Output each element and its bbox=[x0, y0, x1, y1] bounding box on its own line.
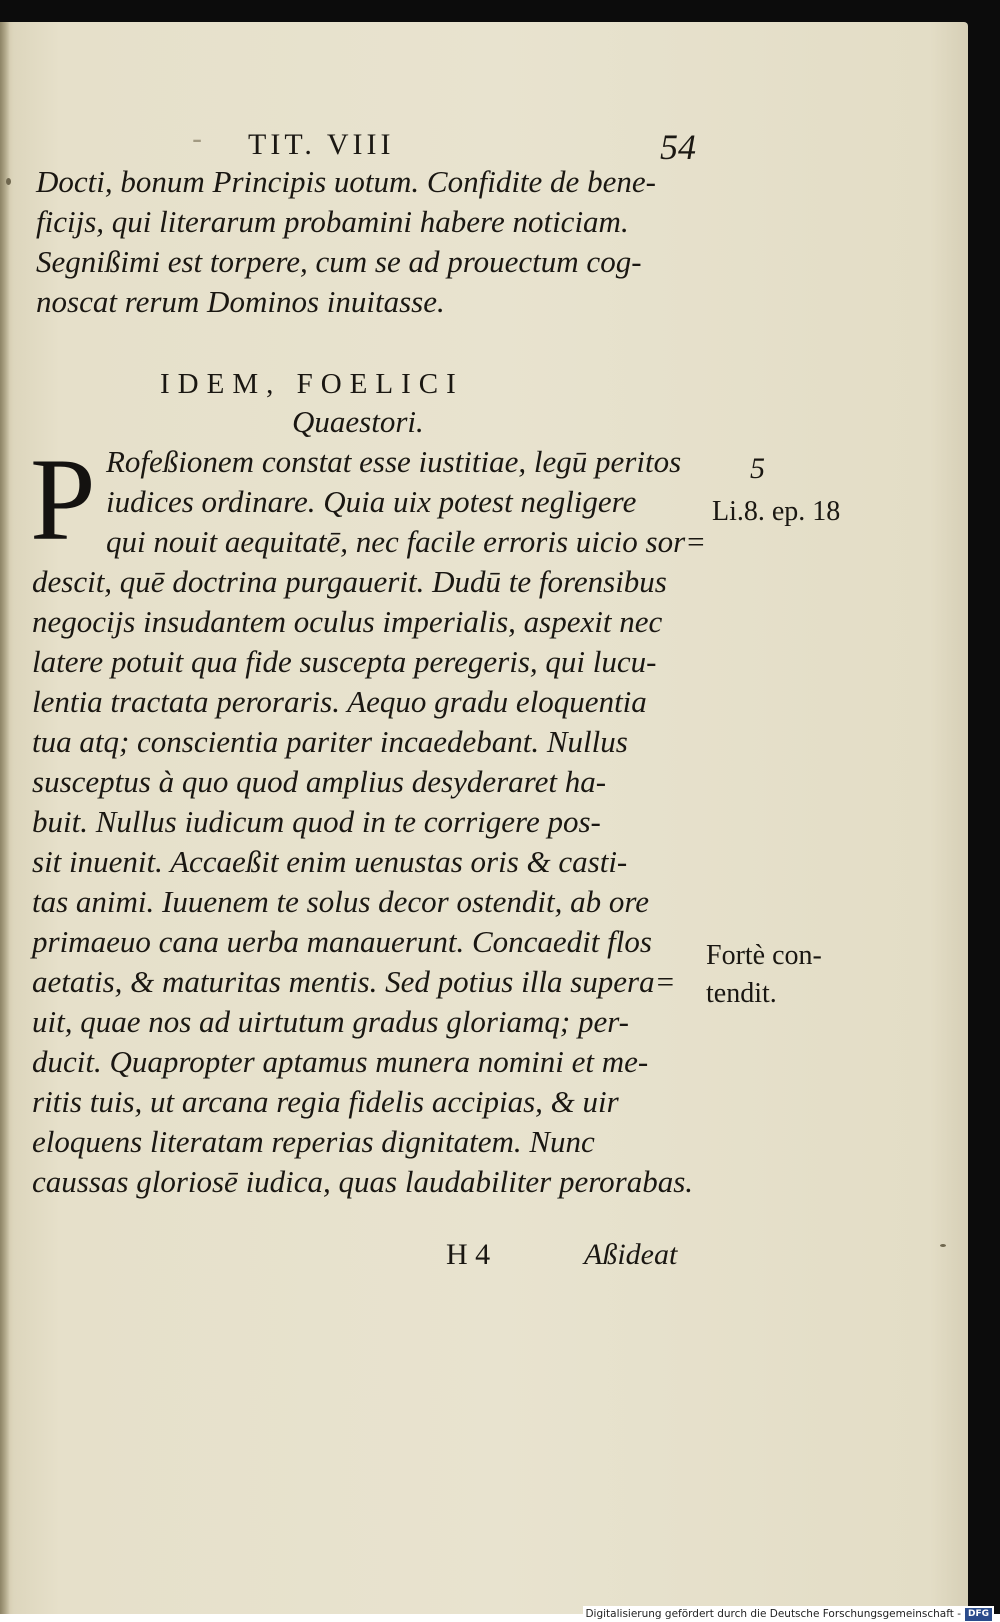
text-line: primaeuo cana uerba manauerunt. Concaedit flos bbox=[32, 924, 652, 959]
margin-note-forte: Fortè con- bbox=[706, 940, 822, 971]
margin-note-number: 5 bbox=[750, 452, 765, 485]
text-line: Docti, bonum Principis uotum. Confidite de bene- bbox=[36, 164, 656, 199]
page-speck bbox=[6, 178, 11, 185]
text-line: descit, quē doctrina purgauerit. Dudū te forensibus bbox=[32, 564, 667, 599]
letter-heading: IDEM, FOELICI bbox=[160, 368, 464, 400]
margin-reference: Li.8. ep. 18 bbox=[712, 496, 841, 527]
spine-shadow bbox=[0, 22, 10, 1614]
signature-mark: H 4 bbox=[446, 1238, 491, 1271]
text-line: aetatis, & maturitas mentis. Sed potius illa supera= bbox=[32, 964, 676, 999]
margin-note-tendit: tendit. bbox=[706, 978, 777, 1009]
text-line: eloquens literatam reperias dignitatem. Nunc bbox=[32, 1124, 595, 1159]
dfg-logo: DFG bbox=[965, 1608, 992, 1621]
header-dash: - bbox=[192, 122, 203, 157]
text-line: ficijs, qui literarum probamini habere noticiam. bbox=[36, 204, 629, 239]
page-number: 54 bbox=[660, 127, 696, 167]
text-line: noscat rerum Dominos inuitasse. bbox=[36, 284, 445, 319]
text-line: susceptus à quo quod amplius desyderaret ha- bbox=[32, 764, 607, 799]
text-line: Segnißimi est torpere, cum se ad prouectum cog- bbox=[36, 244, 642, 279]
text-line: ducit. Quapropter aptamus munera nomini et me- bbox=[32, 1044, 649, 1079]
text-line: Rofeßionem constat esse iustitiae, legū peritos bbox=[106, 444, 682, 479]
drop-capital: P bbox=[30, 434, 96, 565]
running-head-title: TIT. VIII bbox=[248, 128, 395, 161]
text-line: iudices ordinare. Quia uix potest negligere bbox=[106, 484, 637, 519]
text-line: buit. Nullus iudicum quod in te corrigere pos- bbox=[32, 804, 601, 839]
letter-subheading: Quaestori. bbox=[292, 404, 424, 439]
text-line: uit, quae nos ad uirtutum gradus gloriamq; per- bbox=[32, 1004, 629, 1039]
credit-text: Digitalisierung gefördert durch die Deutsche Forschungsgemeinschaft - bbox=[585, 1608, 961, 1620]
text-line: qui nouit aequitatē, nec facile erroris uicio sor= bbox=[106, 524, 707, 559]
text-line: latere potuit qua fide susceptа peregeris, qui lucu- bbox=[32, 644, 657, 679]
text-line: tas animi. Iuuenem te solus decor ostendit, ab ore bbox=[32, 884, 650, 919]
text-line: lentia tractata peroraris. Aequo gradu eloquentia bbox=[32, 684, 647, 719]
text-line: tua atq; conscientia pariter incaedebant. Nullus bbox=[32, 724, 628, 759]
digitization-credit bbox=[583, 1606, 994, 1622]
text-line: sit inuenit. Accaeßit enim uenustas oris & casti- bbox=[32, 844, 628, 879]
text-line: negocijs insudantem oculus imperialis, aspexit nec bbox=[32, 604, 663, 639]
text-line: caussas gloriosē iudica, quas laudabiliter perorabas. bbox=[32, 1164, 694, 1199]
text-line: ritis tuis, ut arcana regia fidelis accipias, & uir bbox=[32, 1084, 619, 1119]
catchword: Aßideat bbox=[584, 1238, 678, 1271]
page-speck bbox=[940, 1244, 946, 1247]
